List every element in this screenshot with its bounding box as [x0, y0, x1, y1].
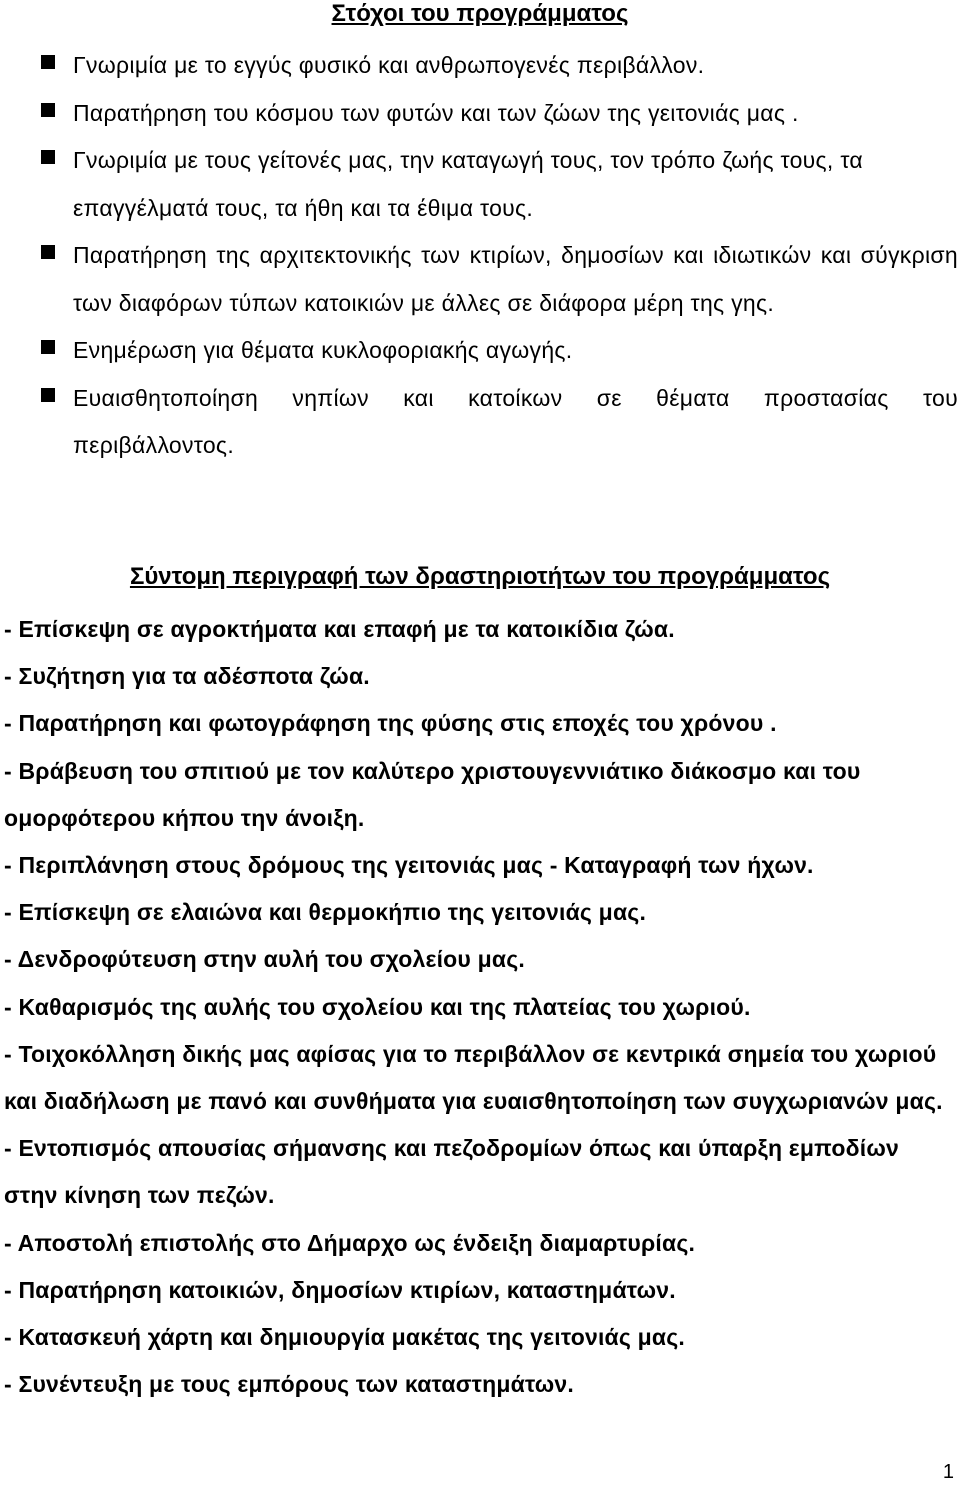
activity-item: - Δενδροφύτευση στην αυλή του σχολείου μας. — [4, 946, 525, 973]
activity-item: - Εντοπισμός απουσίας σήμανσης και πεζοδρομίων όπως και ύπαρξη εμποδίων στην κίνηση των πεζών. — [4, 1135, 899, 1209]
goal-text: Γνωριμία με τους γείτονές μας, την καταγωγή τους, τον τρόπο ζωής τους, τα επαγγέλματά τους, τα ήθη και τα έθιμα τους. — [73, 147, 863, 221]
square-bullet-icon — [41, 150, 55, 164]
page-number: 1 — [942, 1461, 954, 1483]
activity-item: - Καθαρισμός της αυλής του σχολείου και της πλατείας του χωριού. — [4, 993, 751, 1020]
activity-item: - Επίσκεψη σε ελαιώνα και θερμοκήπιο της γειτονιάς μας. — [4, 899, 647, 926]
goal-text: Παρατήρηση του κόσμου των φυτών και των ζώων της γειτονιάς μας . — [73, 99, 799, 126]
goals-list — [0, 42, 960, 470]
activity-item: - Συνέντευξη με τους εμπόρους των καταστημάτων. — [4, 1371, 574, 1398]
activity-item: - Παρατήρηση κατοικιών, δημοσίων κτιρίων, καταστημάτων. — [4, 1276, 676, 1303]
goal-text: Γνωριμία με το εγγύς φυσικό και ανθρωπογενές περιβάλλον. — [73, 52, 705, 78]
goal-text: Ενημέρωση για θέματα κυκλοφοριακής αγωγής. — [73, 337, 573, 363]
activity-item: - Παρατήρηση και φωτογράφηση της φύσης στις εποχές του χρόνου . — [4, 710, 777, 737]
square-bullet-icon — [41, 103, 55, 117]
activities-heading: Σύντομη περιγραφή των δραστηριοτήτων του προγράμματος — [129, 563, 831, 590]
square-bullet-icon — [41, 340, 55, 354]
square-bullet-icon — [41, 55, 55, 69]
activity-item: - Συζήτηση για τα αδέσποτα ζώα. — [4, 663, 370, 690]
activity-item: - Επίσκεψη σε αγροκτήματα και επαφή με τα κατοικίδια ζώα. — [4, 616, 675, 642]
goals-heading: Στόχοι του προγράμματος — [331, 0, 629, 27]
activity-item: - Βράβευση του σπιτιού με τον καλύτερο χριστουγεννιάτικο διάκοσμο και του ομορφότερου κήπου την άνοιξη. — [4, 757, 861, 831]
square-bullet-icon — [41, 388, 55, 402]
activities-list — [4, 606, 956, 1408]
goal-item — [0, 42, 960, 90]
goal-item — [0, 375, 960, 470]
goal-item — [0, 327, 960, 375]
goal-item — [0, 90, 960, 138]
activity-item: - Κατασκευή χάρτη και δημιουργία μακέτας της γειτονιάς μας. — [4, 1324, 685, 1351]
goal-text: Παρατήρηση της αρχιτεκτονικής των κτιρίων, δημοσίων και ιδιωτικών και σύγκριση των διαφόρων τύπων κατοικιών με άλλες σε διάφορα μέρη της γης. — [73, 242, 958, 316]
goal-item — [0, 232, 960, 327]
goal-item — [0, 137, 960, 232]
activity-item: - Τοιχοκόλληση δικής μας αφίσας για το περιβάλλον σε κεντρικά σημεία του χωριού και διαδήλωση με πανό και συνθήματα για ευαισθητοποίηση των συγχωριανών μας. — [4, 1040, 943, 1115]
activity-item: - Αποστολή επιστολής στο Δήμαρχο ως ένδειξη διαμαρτυρίας. — [4, 1229, 696, 1256]
square-bullet-icon — [41, 245, 55, 259]
activity-item: - Περιπλάνηση στους δρόμους της γειτονιάς μας - Καταγραφή των ήχων. — [4, 852, 814, 879]
goal-text: Ευαισθητοποίηση νηπίων και κατοίκων σε θέματα προστασίας του περιβάλλοντος. — [73, 384, 958, 458]
